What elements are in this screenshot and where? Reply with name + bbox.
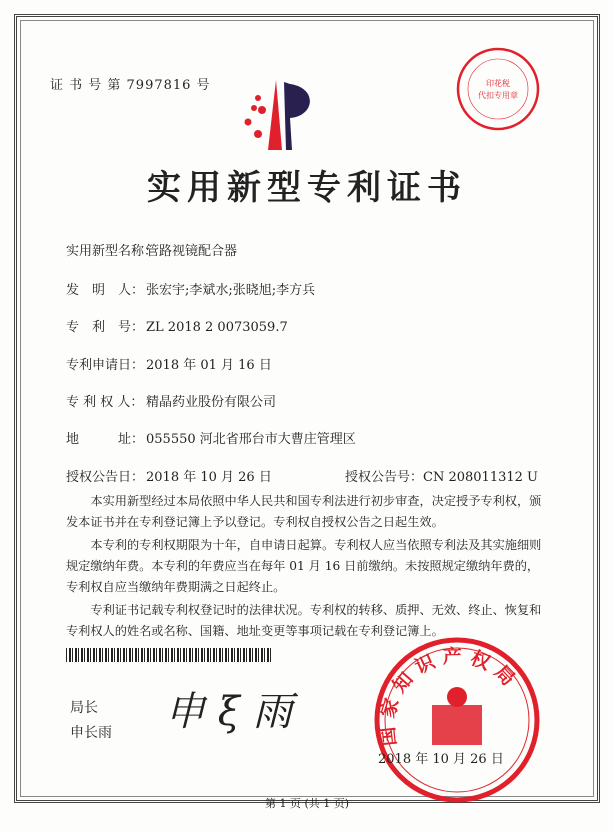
paragraph: 本专利的专利权期限为十年，自申请日起算。专利权人应当依照专利法及其实施细则规定缴纳年费。本专利的年费应当在每年 01 月 16 日前缴纳。未按照规定缴纳年费的，专利权自应当缴纳年费期满之日起终止。 [66,538,542,594]
field-address [66,428,356,447]
patent-office-logo [240,78,320,150]
page-footer: 第 1 页 (共 1 页) [264,797,350,810]
field-label: 专 利 权 人： [66,395,144,410]
signer-role: 局长 [70,700,98,716]
page-title: 实用新型专利证书 [147,168,467,208]
svg-text:代扣专用章: 代扣专用章 [478,91,518,100]
issue-date: 2018 年 10 月 26 日 [378,752,504,767]
field-name [66,240,237,259]
field-patentee [66,391,276,410]
field-value: 张宏宇;李斌水;张晓旭;李方兵 [146,283,316,298]
barcode [66,648,271,662]
field-label: 授权公告日： [66,470,145,485]
signer-name: 申长雨 [70,725,112,741]
svg-text:国家知识产权局: 国家知识产权局 [376,645,524,747]
field-grant-date [66,466,272,485]
field-value: CN 208011312 U [423,470,538,485]
field-value: 2018 年 01 月 16 日 [146,358,272,373]
field-value: 管路视镜配合器 [146,244,238,259]
svg-text:印花税: 印花税 [486,79,510,88]
certificate-number: 证 书 号 第 7997816 号 [50,78,211,93]
field-patent-number [66,316,288,335]
signature: 申 ξ 雨 [165,689,293,735]
field-grant-number [345,466,538,485]
field-label: 发 明 人： [66,283,145,298]
field-label: 实用新型名称： [66,244,158,259]
field-label: 授权公告号： [345,470,424,485]
field-value: 2018 年 10 月 26 日 [146,470,272,485]
tax-stamp [455,46,541,132]
paragraph: 专利证书记载专利权登记时的法律状况。专利权的转移、质押、无效、终止、恢复和专利权人的姓名或名称、国籍、地址变更等事项记载在专利登记簿上。 [66,603,542,638]
field-inventors [66,279,315,298]
field-value: ZL 2018 2 0073059.7 [146,320,288,335]
field-label: 专 利 号： [66,320,145,335]
field-filing-date [66,354,272,373]
field-value: 精晶药业股份有限公司 [146,395,277,410]
field-value: 055550 河北省邢台市大曹庄管理区 [146,432,356,447]
field-label: 地 址： [66,432,145,447]
official-seal [372,635,542,805]
field-label: 专利申请日： [66,358,145,373]
paragraph: 本实用新型经过本局依照中华人民共和国专利法进行初步审查，决定授予专利权，颁发本证书并在专利登记簿上予以登记。专利权自授权公告之日起生效。 [66,494,542,529]
